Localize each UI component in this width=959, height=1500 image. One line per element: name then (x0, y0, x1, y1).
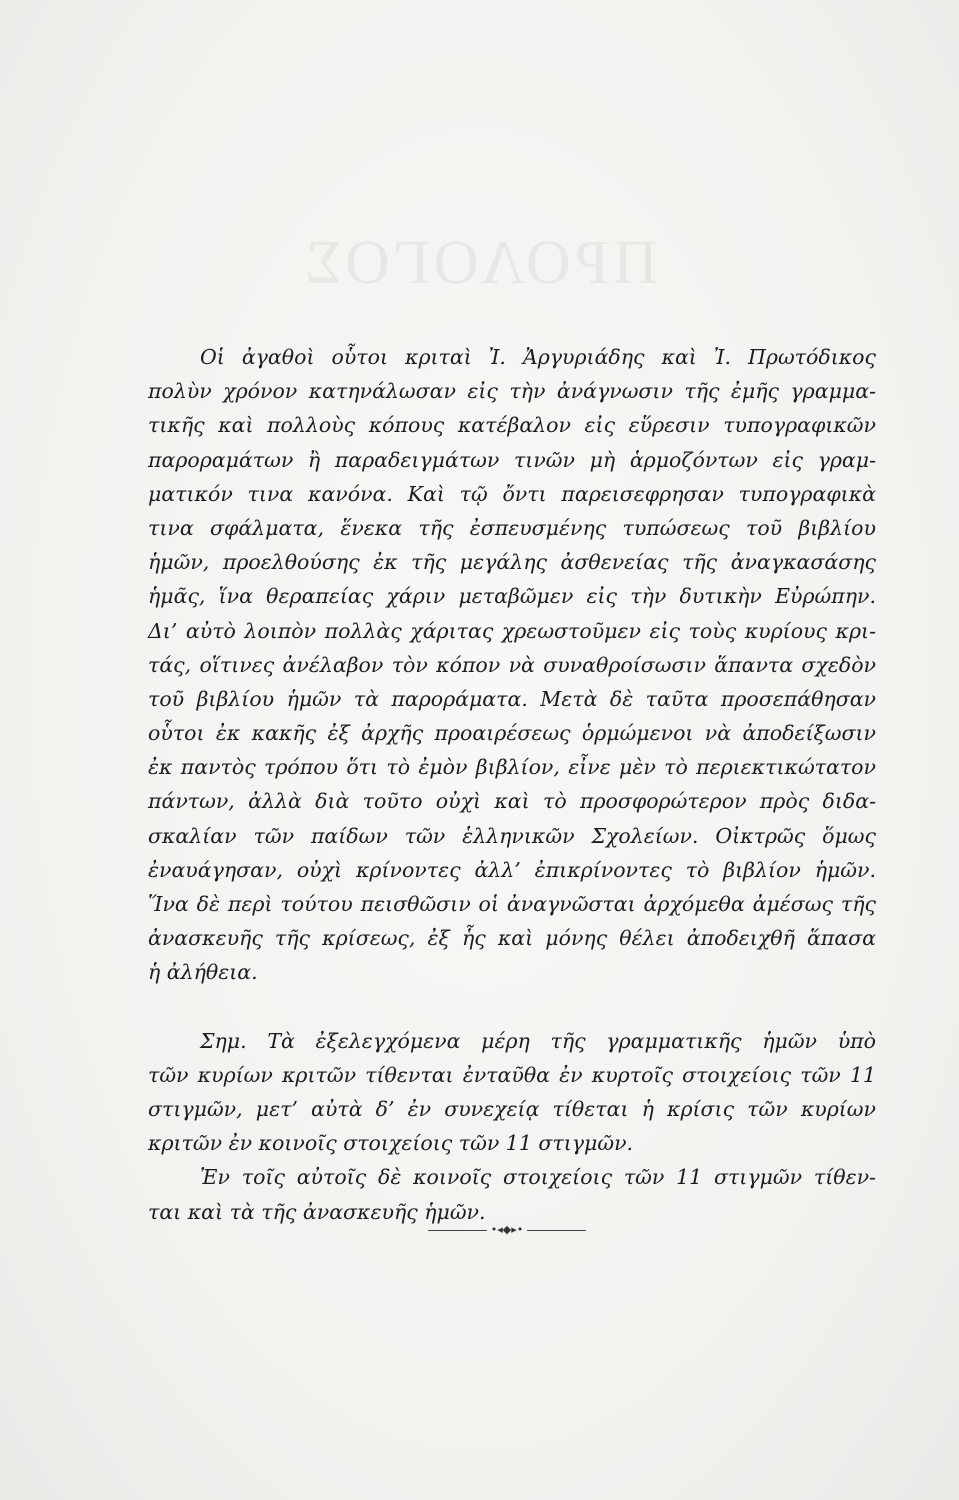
rule-left (428, 1230, 487, 1231)
text-line: τινα σφάλματα, ἕνεκα τῆς ἐσπευσμένης τυπώσεως τοῦ βιβλίου (148, 515, 876, 540)
text-line: πάντων, ἀλλὰ διὰ τοῦτο οὐχὶ καὶ τὸ προσφορώτερον πρὸς διδα- (148, 789, 876, 814)
text-line: οὗτοι ἐκ κακῆς ἐξ ἀρχῆς προαιρέσεως ὁρμώμενοι νὰ ἀποδείξωσιν (148, 721, 876, 746)
paragraph-note (148, 1024, 876, 1161)
paragraph-1 (148, 340, 876, 990)
text-line: πολὺν χρόνον κατηνάλωσαν εἰς τὴν ἀνάγνωσιν τῆς ἐμῆς γραμμα- (148, 379, 876, 404)
text-line: Δι’ αὐτὸ λοιπὸν πολλὰς χάριτας χρεωστοῦμεν εἰς τοὺς κυρίους κρι- (148, 618, 876, 643)
ornamental-rule (428, 1225, 586, 1235)
text-line: Σημ. Τὰ ἐξελεγχόμενα μέρη τῆς γραμματικῆς ἡμῶν ὑπὸ (200, 1028, 876, 1053)
text-line: ἡμᾶς, ἵνα θεραπείας χάριν μεταβῶμεν εἰς τὴν δυτικὴν Εὐρώπην. (148, 584, 876, 609)
ornament-icon: •◂◆▸• (490, 1223, 524, 1236)
text-line: κριτῶν ἐν κοινοῖς στοιχείοις τῶν 11 στιγμῶν. (148, 1131, 634, 1156)
text-line: ἡμῶν, προελθούσης ἐκ τῆς μεγάλης ἀσθενείας τῆς ἀναγκασάσης (148, 550, 876, 575)
body-text (148, 340, 876, 1229)
text-line: ἀνασκευῆς τῆς κρίσεως, ἐξ ἧς καὶ μόνης θέλει ἀποδειχθῆ ἅπασα (148, 926, 876, 951)
text-line: Οἱ ἀγαθοὶ οὗτοι κριταὶ Ἰ. Ἀργυριάδης καὶ Ἰ. Πρωτόδικος (200, 345, 876, 369)
text-line: τῶν κυρίων κριτῶν τίθενται ἐνταῦθα ἐν κυρτοῖς στοιχείοις τῶν 11 (148, 1062, 876, 1087)
rule-right (527, 1230, 586, 1231)
show-through-title: ΠΡΟΛΟΓΟΣ (301, 229, 658, 297)
text-line: ματικόν τινα κανόνα. Καὶ τῷ ὄντι παρεισεφρησαν τυπογραφικὰ (148, 481, 876, 506)
text-line: τικῆς καὶ πολλοὺς κόπους κατέβαλον εἰς εὕρεσιν τυπογραφικῶν (148, 413, 876, 438)
text-line: τάς, οἵτινες ἀνέλαβον τὸν κόπον νὰ συναθροίσωσιν ἅπαντα σχεδὸν (148, 652, 876, 677)
text-line: ἐναυάγησαν, οὐχὶ κρίνοντες ἀλλ’ ἐπικρίνοντες τὸ βιβλίον ἡμῶν. (148, 857, 876, 882)
text-line: Ἐν τοῖς αὐτοῖς δὲ κοινοῖς στοιχείοις τῶν 11 στιγμῶν τίθεν- (200, 1165, 876, 1190)
text-line: Ἵνα δὲ περὶ τούτου πεισθῶσιν οἱ ἀναγνῶσται ἀρχόμεθα ἀμέσως τῆς (148, 892, 876, 916)
paragraph-gap (148, 990, 876, 1024)
text-line: παροραμάτων ἢ παραδειγμάτων τινῶν μὴ ἁρμοζόντων εἰς γραμ- (148, 447, 876, 472)
text-line: σκαλίαν τῶν παίδων τῶν ἑλληνικῶν Σχολείων. Οἰκτρῶς ὅμως (148, 823, 876, 848)
text-line: τοῦ βιβλίου ἡμῶν τὰ παροράματα. Μετὰ δὲ ταῦτα προσεπάθησαν (148, 686, 876, 711)
text-line: ἡ ἀλήθεια. (148, 960, 258, 985)
paragraph-3 (148, 1160, 876, 1228)
text-line: ἐκ παντὸς τρόπου ὅτι τὸ ἐμὸν βιβλίον, εἶνε μὲν τὸ περιεκτικώτατον (148, 755, 876, 780)
text-line: στιγμῶν, μετ’ αὐτὰ δ’ ἐν συνεχείᾳ τίθεται ἡ κρίσις τῶν κυρίων (148, 1096, 876, 1121)
text-line: ται καὶ τὰ τῆς ἀνασκευῆς ἡμῶν. (148, 1199, 486, 1224)
